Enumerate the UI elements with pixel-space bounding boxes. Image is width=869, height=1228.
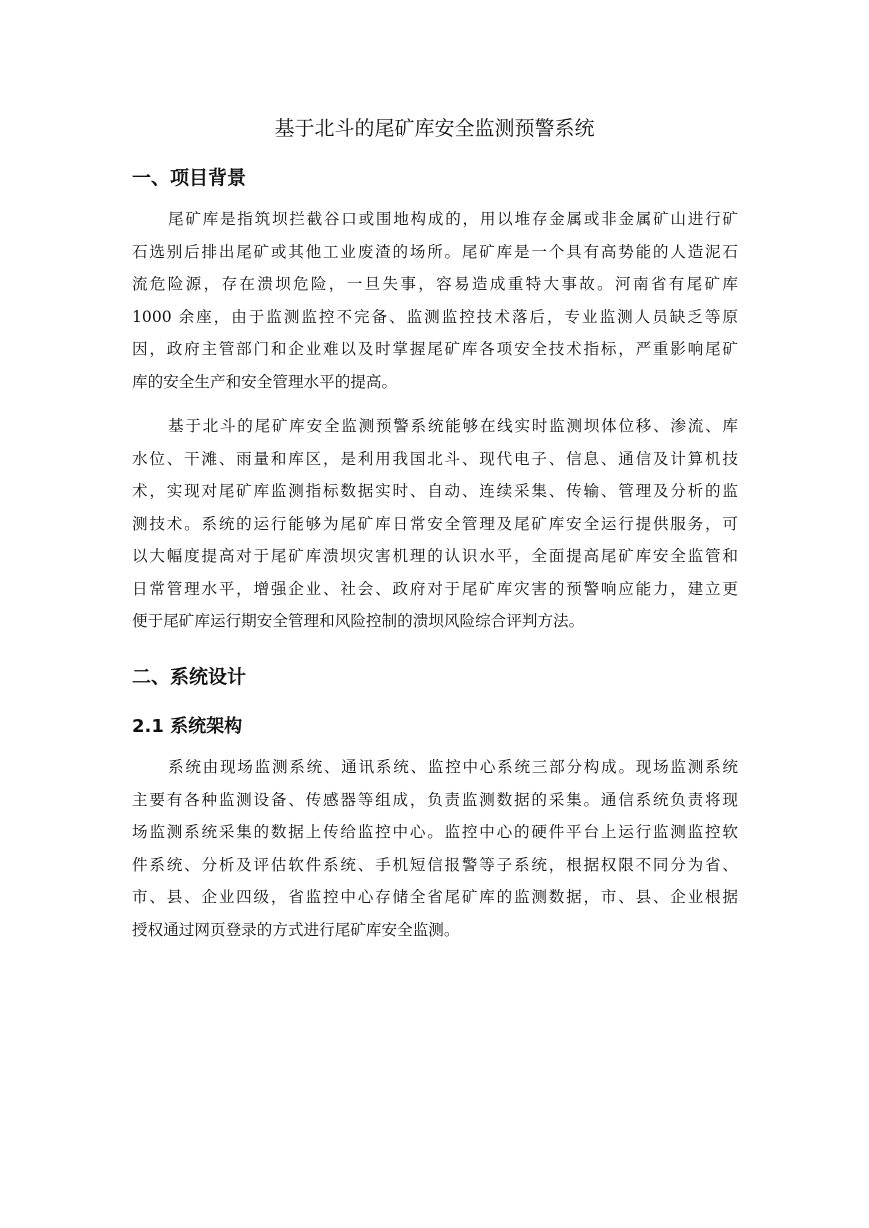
subsection-heading-system-architecture: 2.1 系统架构 — [132, 716, 243, 737]
paragraph-line: 测技术。系统的运行能够为尾矿库日常安全管理及尾矿库安全运行提供服务，可 — [132, 514, 738, 533]
paragraph-line: 库的安全生产和安全管理水平的提高。 — [132, 372, 398, 391]
paragraph-line: 尾矿库是指筑坝拦截谷口或围地构成的，用以堆存金属或非金属矿山进行矿 — [168, 210, 738, 228]
paragraph-line: 基于北斗的尾矿库安全监测预警系统能够在线实时监测坝体位移、渗流、库 — [168, 417, 738, 435]
document-title: 基于北斗的尾矿库安全监测预警系统 — [274, 116, 595, 140]
paragraph-architecture — [132, 751, 738, 946]
paragraph-line: 系统由现场监测系统、通讯系统、监控中心系统三部分构成。现场监测系统 — [168, 758, 738, 776]
paragraph-line: 石选别后排出尾矿或其他工业废渣的场所。尾矿库是一个具有高势能的人造泥石 — [132, 242, 738, 261]
paragraph-background-1 — [132, 203, 738, 398]
paragraph-background-2 — [132, 410, 738, 638]
paragraph-line: 场监测系统采集的数据上传给监控中心。监控中心的硬件平台上运行监测监控软 — [132, 823, 738, 841]
paragraph-line: 流危险源，存在溃坝危险，一旦失事，容易造成重特大事故。河南省有尾矿库 — [132, 275, 738, 293]
paragraph-line: 以大幅度提高对于尾矿库溃坝灾害机理的认识水平，全面提高尾矿库安全监管和 — [132, 547, 738, 565]
paragraph-line: 便于尾矿库运行期安全管理和风险控制的溃坝风险综合评判方法。 — [132, 612, 585, 630]
section-heading-system-design: 二、系统设计 — [132, 666, 247, 688]
paragraph-line: 1000 余座，由于监测监控不完备、监测监控技术落后，专业监测人员缺乏等原 — [132, 307, 738, 326]
paragraph-line: 主要有各种监测设备、传感器等组成，负责监测数据的采集。通信系统负责将现 — [132, 790, 738, 809]
paragraph-line: 市、县、企业四级，省监控中心存储全省尾矿库的监测数据，市、县、企业根据 — [132, 888, 738, 906]
section-heading-project-background: 一、项目背景 — [132, 167, 247, 189]
paragraph-line: 件系统、分析及评估软件系统、手机短信报警等子系统，根据权限不同分为省、 — [132, 855, 738, 874]
paragraph-line: 授权通过网页登录的方式进行尾矿库安全监测。 — [132, 920, 460, 939]
paragraph-line: 因，政府主管部门和企业难以及时掌握尾矿库各项安全技术指标，严重影响尾矿 — [132, 340, 738, 358]
paragraph-line: 日常管理水平，增强企业、社会、政府对于尾矿库灾害的预警响应能力，建立更 — [132, 579, 738, 598]
paragraph-line: 术，实现对尾矿库监测指标数据实时、自动、连续采集、传输、管理及分析的监 — [132, 482, 738, 500]
paragraph-line: 水位、干滩、雨量和库区，是利用我国北斗、现代电子、信息、通信及计算机技 — [132, 449, 738, 468]
